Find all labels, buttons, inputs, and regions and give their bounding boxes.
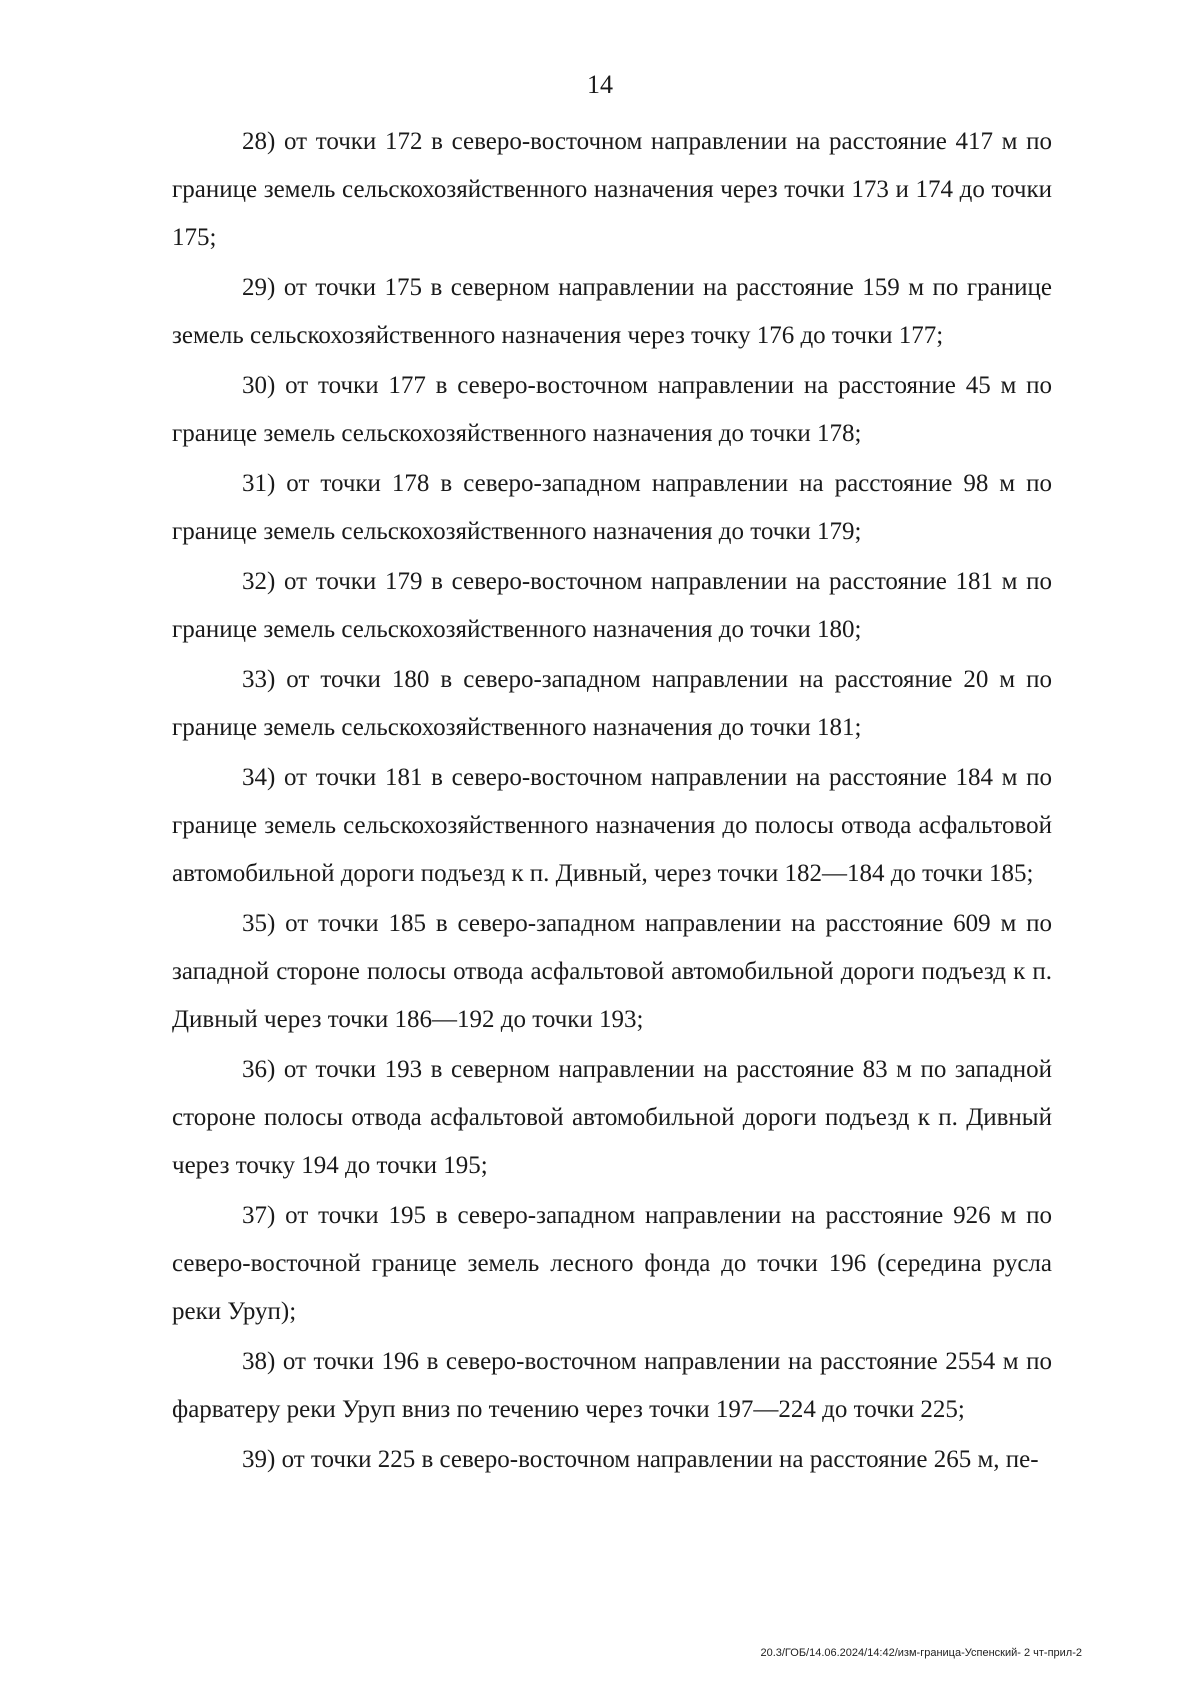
paragraph-30: 30) от точки 177 в северо-восточном направлении на расстояние 45 м по границе земель сельскохозяйственного назначения до точки 178; (172, 372, 1052, 447)
paragraph-32: 32) от точки 179 в северо-восточном направлении на расстояние 181 м по границе земель сельскохозяйственного назначения до точки 180; (172, 568, 1052, 643)
paragraph-33: 33) от точки 180 в северо-западном направлении на расстояние 20 м по границе земель сельскохозяйственного назначения до точки 181; (172, 666, 1052, 741)
paragraph-31: 31) от точки 178 в северо-западном направлении на расстояние 98 м по границе земель сельскохозяйственного назначения до точки 179; (172, 470, 1052, 545)
paragraph-28: 28) от точки 172 в северо-восточном направлении на расстояние 417 м по границе земель сельскохозяйственного назначения через точки 173 и 174 до точки 175; (172, 128, 1052, 251)
paragraph-34: 34) от точки 181 в северо-восточном направлении на расстояние 184 м по границе земель сельскохозяйственного назначения до полосы отвода асфальтовой автомобильной дороги подъезд к п. Дивный, через точки 182—184 до точки 185; (172, 764, 1052, 887)
paragraph-37: 37) от точки 195 в северо-западном направлении на расстояние 926 м по северо-восточной границе земель лесного фонда до точки 196 (середина русла реки Уруп); (172, 1202, 1052, 1325)
paragraph-35: 35) от точки 185 в северо-западном направлении на расстояние 609 м по западной стороне полосы отвода асфальтовой автомобильной дороги подъезд к п. Дивный через точки 186—192 до точки 193; (172, 910, 1052, 1033)
paragraph-38: 38) от точки 196 в северо-восточном направлении на расстояние 2554 м по фарватеру реки Уруп вниз по течению через точки 197—224 до точки 225; (172, 1348, 1052, 1423)
paragraph-39: 39) от точки 225 в северо-восточном направлении на расстояние 265 м, пе- (242, 1446, 1039, 1473)
document-footer-code: 20.3/ГОБ/14.06.2024/14:42/изм-граница-Успенский- 2 чт-прил-2 (760, 1647, 1082, 1659)
document-body (172, 118, 1052, 1486)
paragraph-36: 36) от точки 193 в северном направлении на расстояние 83 м по западной стороне полосы отвода асфальтовой автомобильной дороги подъезд к п. Дивный через точку 194 до точки 195; (172, 1056, 1052, 1179)
paragraph-29: 29) от точки 175 в северном направлении на расстояние 159 м по границе земель сельскохозяйственного назначения через точку 176 до точки 177; (172, 274, 1052, 349)
page-number: 14 (587, 70, 613, 99)
